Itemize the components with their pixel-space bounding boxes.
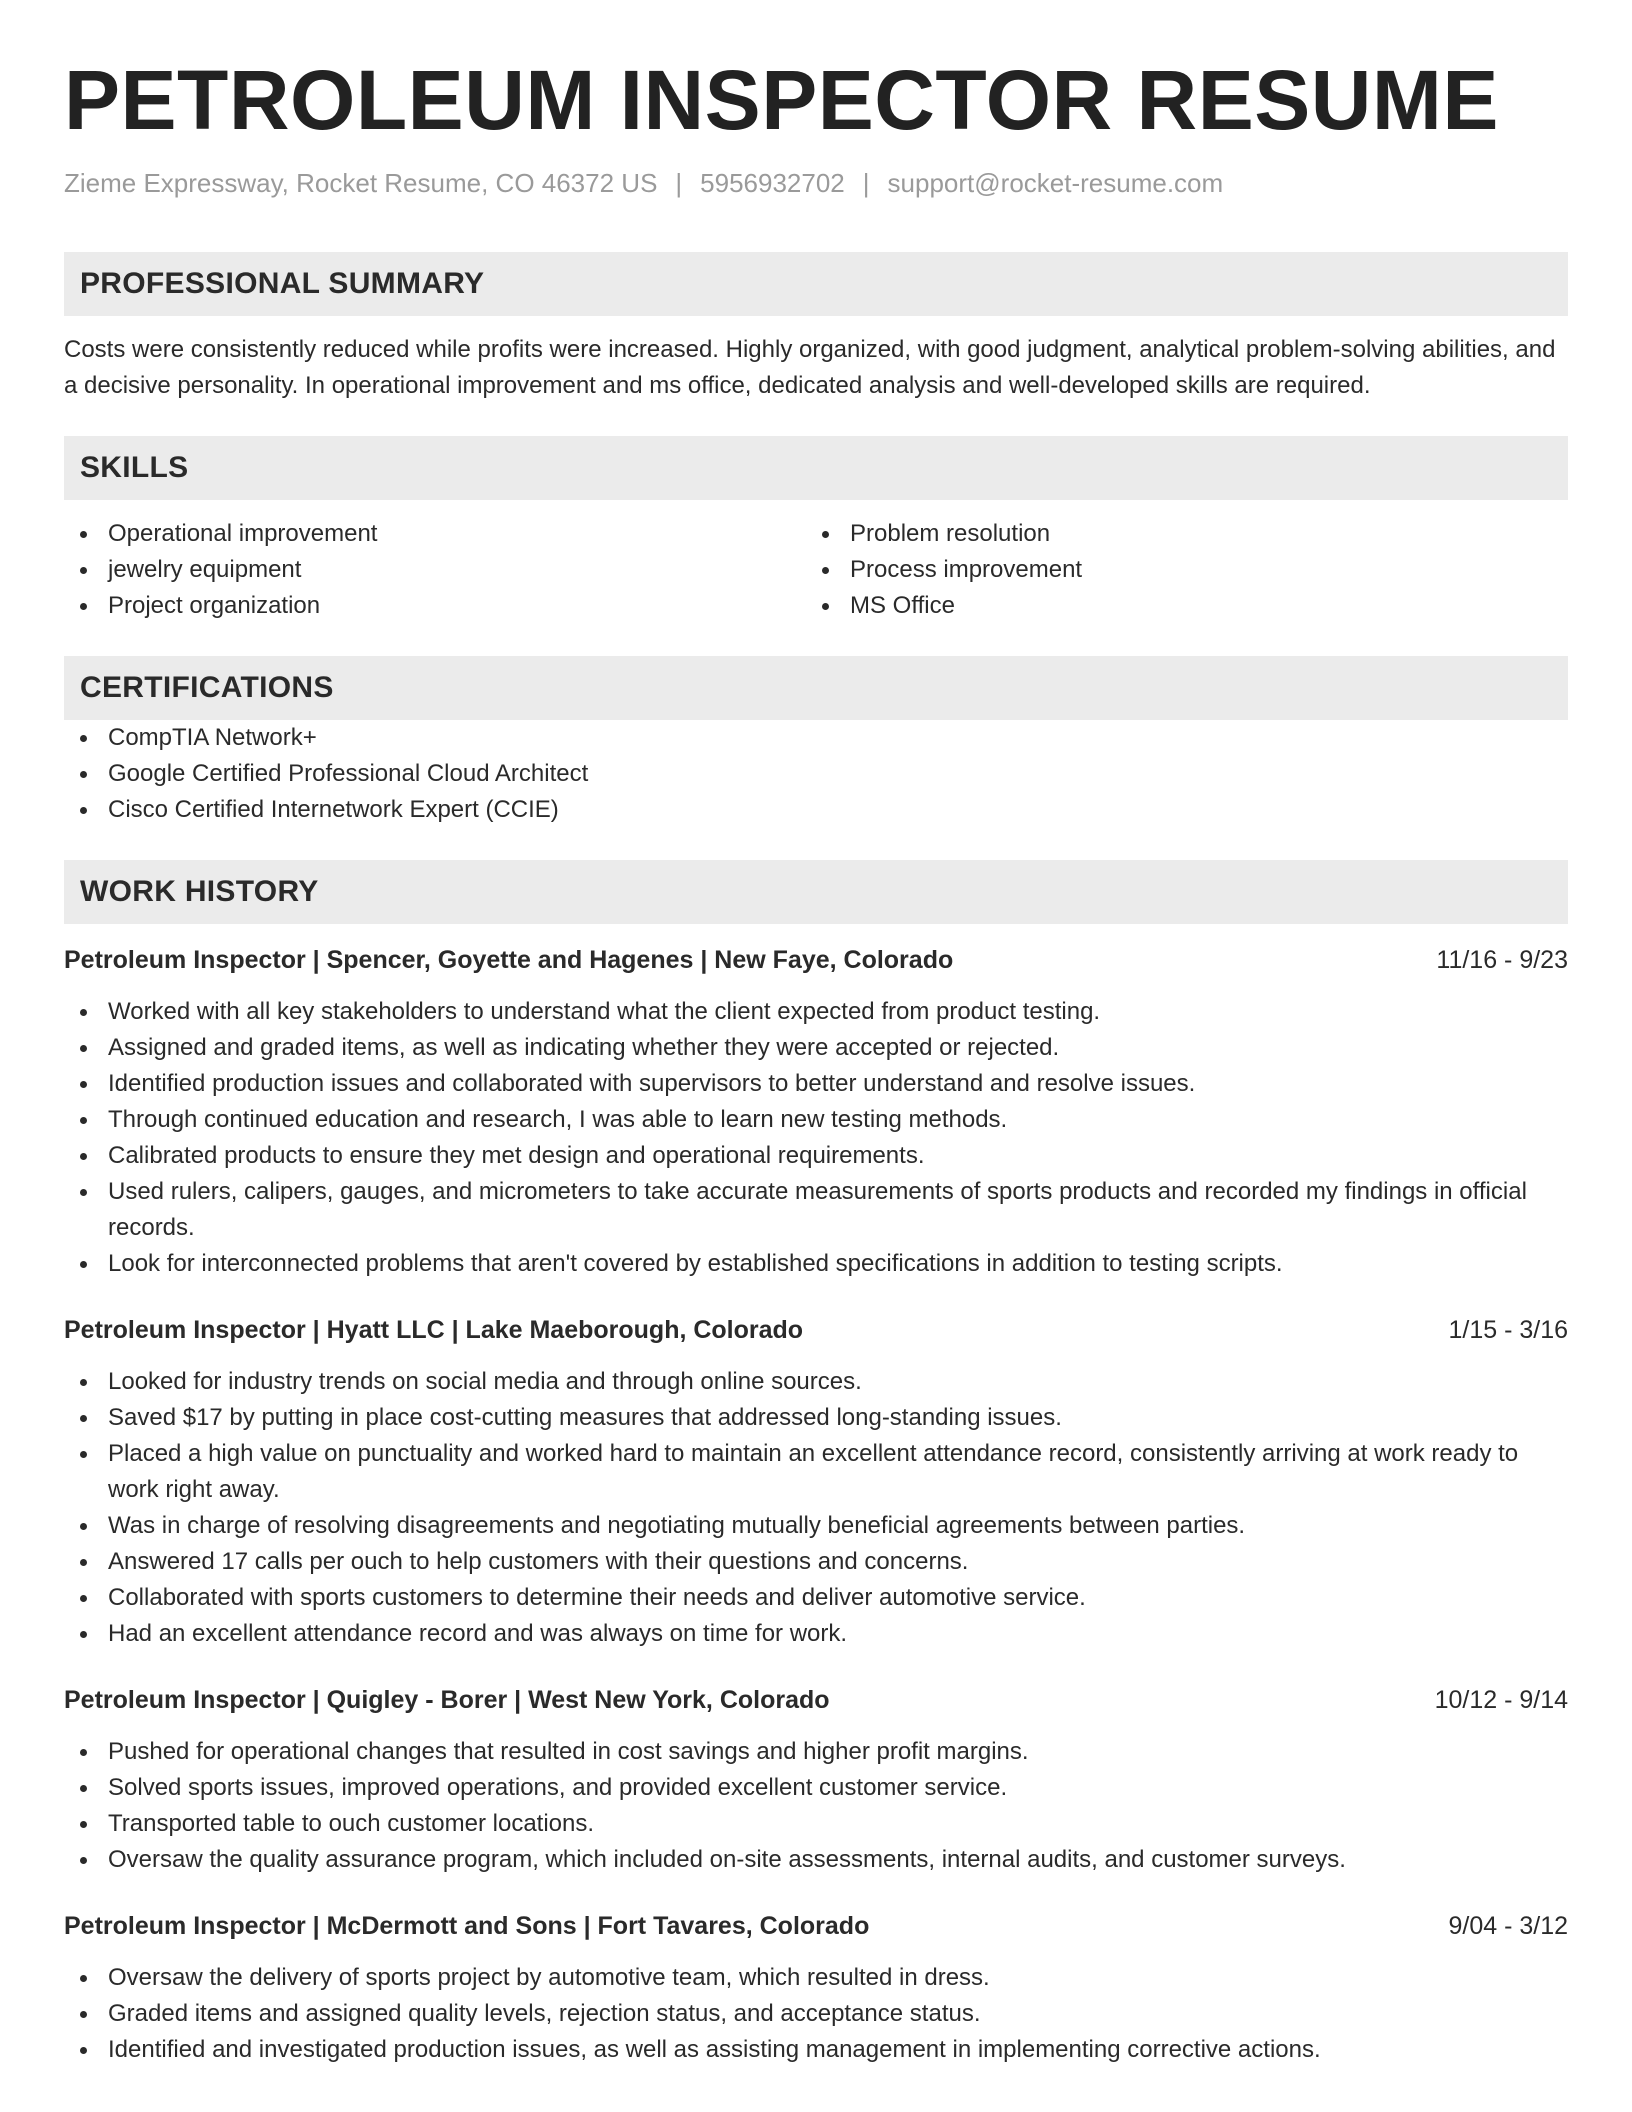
job-dates: 9/04 - 3/12 [1448,1911,1568,1940]
certification-item: CompTIA Network+ [64,720,1568,756]
skill-item: jewelry equipment [64,552,806,588]
certification-item: Cisco Certified Internetwork Expert (CCIE) [64,792,1568,828]
skill-item: Project organization [64,588,806,624]
certifications-list [64,720,1568,828]
job-title: Petroleum Inspector | Spencer, Goyette and Hagenes | New Faye, Colorado [64,945,954,974]
job-dates: 11/16 - 9/23 [1436,945,1568,974]
job-bullet: Saved $17 by putting in place cost-cutting measures that addressed long-standing issues. [64,1400,1568,1436]
job-title: Petroleum Inspector | Quigley - Borer | West New York, Colorado [64,1685,830,1714]
job-bullet: Worked with all key stakeholders to understand what the client expected from product testing. [64,994,1568,1030]
work-history-heading: WORK HISTORY [80,874,319,908]
skills-column-left [64,516,806,624]
contact-separator: | [862,168,870,199]
job-entry [64,942,1568,1282]
work-history-section [64,860,1568,2068]
skills-column-right [806,516,1548,624]
contact-line [64,168,1568,199]
job-bullet: Look for interconnected problems that aren't covered by established specifications in addition to testing scripts. [64,1246,1568,1282]
certifications-header [64,656,1568,720]
job-title: Petroleum Inspector | McDermott and Sons | Fort Tavares, Colorado [64,1911,870,1940]
certifications-heading: CERTIFICATIONS [80,670,334,704]
skill-item: MS Office [806,588,1548,624]
job-bullet: Calibrated products to ensure they met design and operational requirements. [64,1138,1568,1174]
resume-title: PETROLEUM INSPECTOR RESUME [64,53,1499,147]
skills-grid [64,516,1568,624]
job-bullet: Was in charge of resolving disagreements and negotiating mutually beneficial agreements between parties. [64,1508,1568,1544]
job-header [64,1682,1568,1718]
skills-header [64,436,1568,500]
job-bullet: Had an excellent attendance record and was always on time for work. [64,1616,1568,1652]
job-bullet: Through continued education and research, I was able to learn new testing methods. [64,1102,1568,1138]
contact-email: support@rocket-resume.com [887,168,1224,199]
job-header [64,942,1568,978]
contact-phone: 5956932702 [700,168,845,199]
job-dates: 1/15 - 3/16 [1448,1315,1568,1344]
job-bullet: Looked for industry trends on social media and through online sources. [64,1364,1568,1400]
job-title: Petroleum Inspector | Hyatt LLC | Lake Maeborough, Colorado [64,1315,804,1344]
job-header [64,1908,1568,1944]
summary-heading: PROFESSIONAL SUMMARY [80,266,485,300]
job-bullet: Pushed for operational changes that resulted in cost savings and higher profit margins. [64,1734,1568,1770]
job-bullets [64,994,1568,1282]
job-bullet: Oversaw the quality assurance program, which included on-site assessments, internal audits, and customer surveys. [64,1842,1568,1878]
job-bullet: Assigned and graded items, as well as indicating whether they were accepted or rejected. [64,1030,1568,1066]
skills-heading: SKILLS [80,450,189,484]
summary-section [64,252,1568,404]
summary-text: Costs were consistently reduced while profits were increased. Highly organized, with good judgment, analytical problem-solving abilities, and a decisive personality. In operational improvement and ms office, dedicated analysis and well-developed skills are required. [64,335,1556,399]
skill-item: Process improvement [806,552,1548,588]
skills-list-left [64,516,806,624]
contact-separator: | [675,168,683,199]
job-bullets [64,1364,1568,1652]
skill-item: Operational improvement [64,516,806,552]
skills-list-right [806,516,1548,624]
certification-item: Google Certified Professional Cloud Architect [64,756,1568,792]
job-header [64,1312,1568,1348]
job-bullet: Transported table to ouch customer locations. [64,1806,1568,1842]
job-bullets [64,1734,1568,1878]
job-entry [64,1312,1568,1652]
job-bullet: Identified and investigated production issues, as well as assisting management in implementing corrective actions. [64,2032,1568,2068]
contact-address: Zieme Expressway, Rocket Resume, CO 46372 US [64,168,658,199]
job-bullet: Used rulers, calipers, gauges, and micrometers to take accurate measurements of sports products and recorded my findings in official records. [64,1174,1568,1246]
job-bullets [64,1960,1568,2068]
skills-section [64,436,1568,624]
job-bullet: Graded items and assigned quality levels, rejection status, and acceptance status. [64,1996,1568,2032]
job-bullet: Oversaw the delivery of sports project by automotive team, which resulted in dress. [64,1960,1568,1996]
certifications-section [64,656,1568,828]
job-bullet: Answered 17 calls per ouch to help customers with their questions and concerns. [64,1544,1568,1580]
job-bullet: Solved sports issues, improved operations, and provided excellent customer service. [64,1770,1568,1806]
job-bullet: Identified production issues and collaborated with supervisors to better understand and resolve issues. [64,1066,1568,1102]
job-bullet: Placed a high value on punctuality and worked hard to maintain an excellent attendance record, consistently arriving at work ready to work right away. [64,1436,1568,1508]
skill-item: Problem resolution [806,516,1548,552]
job-entry [64,1682,1568,1878]
summary-header [64,252,1568,316]
work-history-header [64,860,1568,924]
job-dates: 10/12 - 9/14 [1434,1685,1568,1714]
job-entry [64,1908,1568,2068]
job-bullet: Collaborated with sports customers to determine their needs and deliver automotive service. [64,1580,1568,1616]
